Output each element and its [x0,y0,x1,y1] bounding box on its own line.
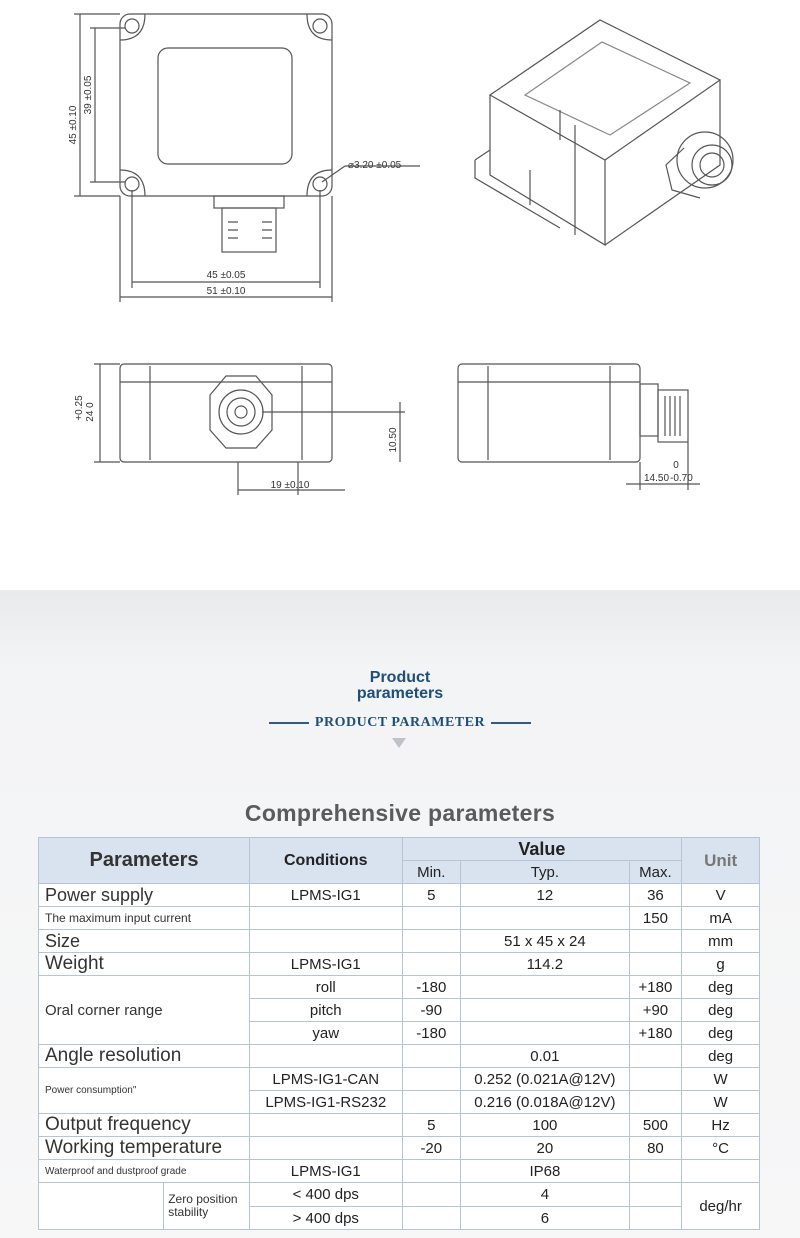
table-row: Working temperature -20 20 80 °C [39,1137,760,1160]
table-row: Power supply LPMS-IG1 5 12 36 V [39,884,760,907]
dim-height-inner: 39 ±0.05 [83,75,94,115]
divider-left [269,722,309,724]
table-row: yaw -180 +180 deg [39,1022,760,1045]
dim-height-outer: 45 ±0.10 [68,105,79,145]
table-row: LPMS-IG1-RS232 0.216 (0.018A@12V) W [39,1091,760,1114]
technical-drawings [0,0,800,590]
iso-top-face [490,20,720,160]
dim-tol-bottom: -0.70 [670,473,693,484]
table-row: pitch -90 +90 deg [39,999,760,1022]
table-row: Oral corner range roll -180 +180 deg [39,976,760,999]
header-min: Min. [402,861,461,884]
dim-height-top: +0.25 [74,395,85,421]
top-view-housing [120,14,332,196]
divider-right [491,722,531,724]
table-row: Weight LPMS-IG1 114.2 g [39,953,760,976]
blank-cell [39,1183,164,1230]
dim-width-outer: 51 ±0.10 [206,286,246,297]
table-row: Zero position stability < 400 dps 4 deg/hr [39,1183,760,1207]
table-row: The maximum input current 150 mA [39,907,760,930]
product-parameters-section [0,590,800,1238]
header-value: Value [402,838,682,861]
table-row: Angle resolution 0.01 deg [39,1045,760,1068]
dim-width-inner: 45 ±0.05 [206,270,246,281]
dim-tol-top: 0 [673,460,679,471]
section-heading [0,670,800,702]
table-row: Power consumption" LPMS-IG1-CAN 0.252 (0.021A@12V) W [39,1068,760,1091]
header-unit: Unit [682,838,760,884]
table-row: Output frequency 5 100 500 Hz [39,1114,760,1137]
down-arrow-icon [392,738,406,748]
dim-connector-width: 19 ±0.10 [270,480,310,491]
heading-line2: parameters [356,685,444,702]
header-parameters: Parameters [39,838,250,884]
table-row: Size 51 x 45 x 24 mm [39,930,760,953]
header-max: Max. [629,861,682,884]
dim-hole: ⌀3.20 ±0.05 [348,160,402,171]
section-subheading [0,714,800,732]
heading-line1: Product [369,669,431,686]
parameters-table [38,837,760,1230]
table-row: Waterproof and dustproof grade LPMS-IG1 IP68 [39,1160,760,1183]
side-view-housing [458,364,640,462]
table-row: > 400 dps 6 [39,1207,760,1230]
dim-height-bottom: 24 0 [85,402,96,422]
dim-connector-height: 10.50 [388,427,399,453]
dim-connector-length: 14.50 [644,473,670,484]
dimension-drawing [0,0,800,590]
header-conditions: Conditions [250,838,402,884]
table-title: Comprehensive parameters [244,800,556,826]
header-typ: Typ. [461,861,630,884]
subheading-text: PRODUCT PARAMETER [314,714,486,730]
top-view-panel [158,48,292,164]
